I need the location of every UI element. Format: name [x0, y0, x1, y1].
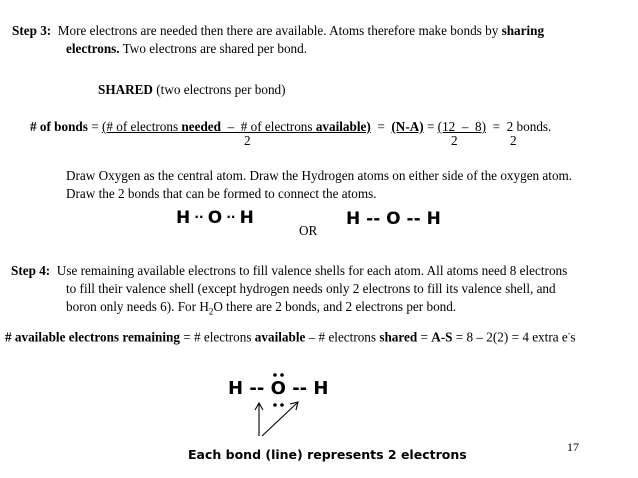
step3-text2: Two electrons are shared per bond.: [122, 41, 308, 56]
dot-h1: H: [176, 208, 191, 228]
eq4: =: [492, 119, 501, 134]
final-dash1: --: [249, 378, 265, 399]
formula-na: (N-A): [391, 119, 424, 134]
step3-label: Step 3:: [12, 23, 52, 38]
lone-pair-dot-top-1: [273, 373, 277, 377]
lone-pair-dot-bottom-1: [273, 403, 277, 407]
lone-pair-dot-top-2: [280, 373, 284, 377]
numer-needed: needed: [181, 119, 221, 134]
numer-part1: (# of electrons: [101, 119, 179, 134]
or-text: OR: [299, 223, 318, 238]
step4-text1: Use remaining available electrons to fill valence shells for each atom. All atoms need 8 electrons: [56, 263, 568, 278]
line-structure: H -- O -- H: [346, 209, 441, 229]
final-o: O: [270, 378, 286, 399]
denom-2: 2: [451, 133, 458, 148]
remaining-t3: =: [417, 329, 432, 345]
numer-minus: –: [227, 119, 235, 134]
shared-text: (two electrons per bond): [156, 82, 286, 97]
remaining-t4: = 8 – 2(2) = 4 extra e: [452, 329, 568, 345]
formula-result: 2 bonds.: [506, 119, 552, 134]
final-h1: H: [228, 378, 244, 399]
remaining-label: # available electrons remaining: [5, 329, 180, 345]
eq2: =: [377, 119, 385, 134]
step4-line3-a: boron only needs 6). For H: [66, 299, 209, 314]
denom-3: 2: [510, 133, 517, 148]
draw-line2: Draw the 2 bonds that can be formed to connect the atoms.: [66, 186, 377, 201]
draw-line1: Draw Oxygen as the central atom. Draw the Hydrogen atoms on either side of the oxygen atom.: [66, 168, 573, 183]
dot-structure: H ·· O ·· H: [176, 208, 254, 228]
eq1: =: [91, 119, 99, 134]
step4-line3-sub: 2: [208, 306, 214, 317]
lone-pair-dot-bottom-2: [280, 403, 284, 407]
step3-electrons: electrons.: [66, 41, 120, 56]
bond-caption: Each bond (line) represents 2 electrons: [188, 447, 467, 462]
step4-label: Step 4:: [11, 263, 51, 278]
bonds-label: # of bonds: [30, 119, 88, 134]
formula-values: (12 – 8): [437, 119, 487, 134]
step4-line2: to fill their valence shell (except hydrogen needs only 2 electrons to fill its valence shell, and: [66, 281, 556, 296]
dot-h2: H: [239, 208, 254, 228]
step3-sharing: sharing: [501, 23, 545, 38]
dot-o: O: [207, 208, 223, 228]
shared-bold: SHARED: [98, 82, 153, 97]
final-dash2: --: [292, 378, 308, 399]
remaining-t5: s: [570, 329, 576, 345]
remaining-shared: shared: [379, 329, 418, 345]
numer-available: available): [315, 119, 371, 134]
arrow-right-shaft: [262, 403, 297, 436]
page-number: 17: [567, 440, 579, 454]
remaining-available: available: [254, 329, 306, 345]
numer-part2: # of electrons: [240, 119, 313, 134]
remaining-t2: – # electrons: [305, 329, 380, 345]
step4-line3-b: O there are 2 bonds, and 2 electrons per bond.: [213, 299, 457, 314]
final-h2: H: [313, 378, 329, 399]
remaining-sup: -: [567, 329, 571, 338]
eq3: =: [426, 119, 435, 134]
remaining-t1: = # electrons: [179, 329, 255, 345]
denom-1: 2: [244, 133, 251, 148]
step3-text: More electrons are needed then there are available. Atoms therefore make bonds by: [57, 23, 499, 38]
remaining-as: A-S: [431, 329, 453, 345]
